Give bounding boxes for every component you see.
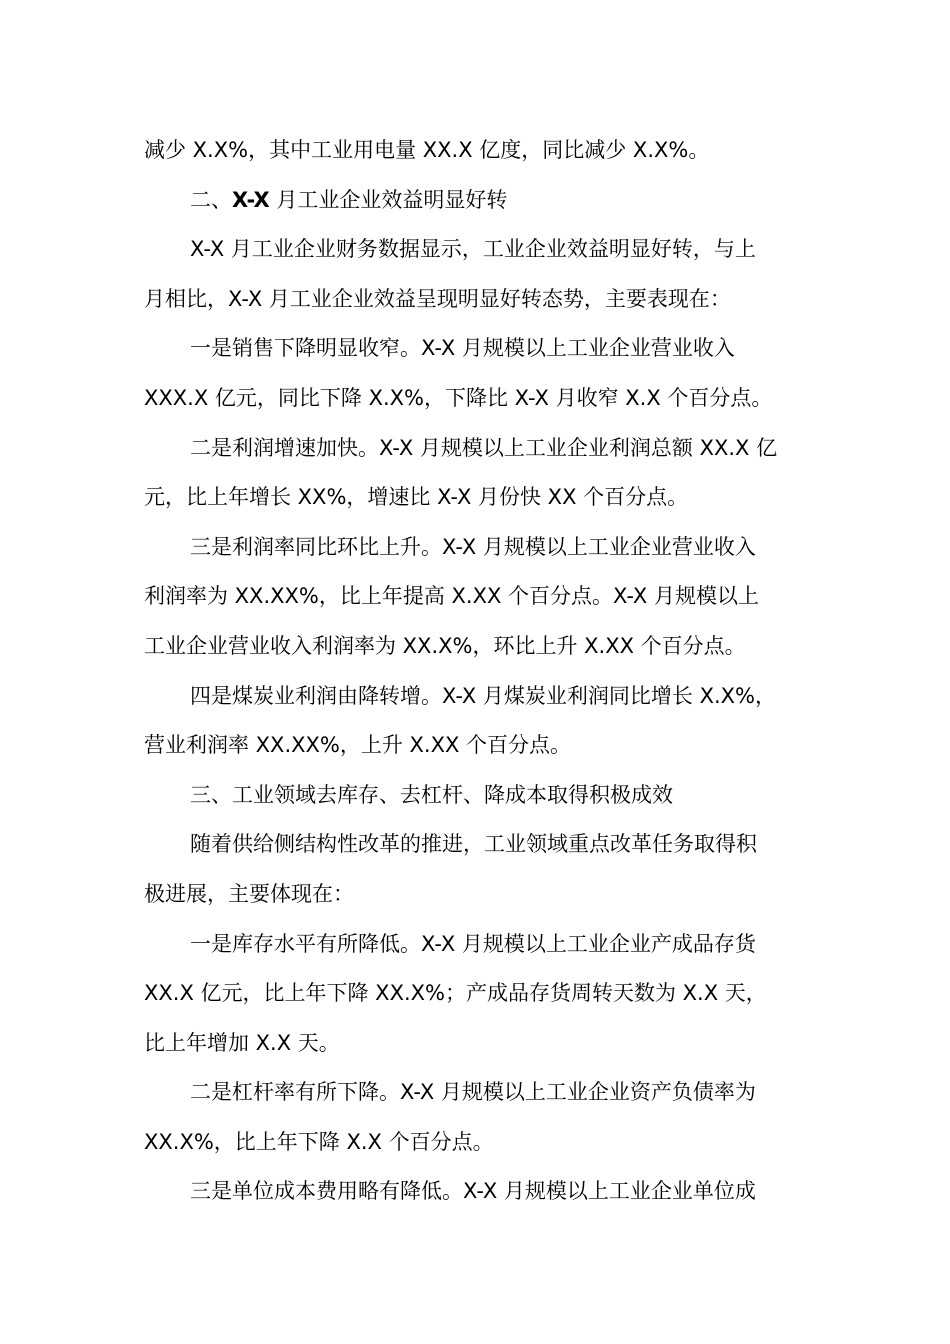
text-line: 三是利润率同比环比上升。X-X 月规模以上工业企业营业收入 xyxy=(190,534,756,559)
document-body xyxy=(144,126,808,1217)
text-line: 元，比上年增长 XX%，增速比 X-X 月份快 XX 个百分点。 xyxy=(144,485,689,510)
text-line: 二是利润增速加快。X-X 月规模以上工业企业利润总额 XX.X 亿 xyxy=(190,435,778,460)
text-line: 比上年增加 X.X 天。 xyxy=(144,1030,340,1055)
text-line: 随着供给侧结构性改革的推进，工业领域重点改革任务取得积 xyxy=(190,832,757,857)
text-line: 极进展，主要体现在： xyxy=(144,881,354,906)
text-line: 一是销售下降明显收窄。X-X 月规模以上工业企业营业收入 xyxy=(190,336,735,361)
text-line: 一是库存水平有所降低。X-X 月规模以上工业企业产成品存货 xyxy=(190,931,756,956)
text-line: XXX.X 亿元，同比下降 X.X%，下降比 X-X 月收窄 X.X 个百分点。 xyxy=(144,385,773,410)
text-line: 工业企业营业收入利润率为 XX.X%，环比上升 X.XX 个百分点。 xyxy=(144,633,746,658)
text-line: 营业利润率 XX.XX%，上升 X.XX 个百分点。 xyxy=(144,733,572,758)
text-line: 二是杠杆率有所下降。X-X 月规模以上工业企业资产负债率为 xyxy=(190,1080,756,1105)
heading-prefix: 二、 xyxy=(190,187,232,212)
text-line: X-X 月工业企业财务数据显示，工业企业效益明显好转，与上 xyxy=(190,237,756,262)
section-heading-2 xyxy=(144,176,808,226)
text-line: XX.X 亿元，比上年下降 XX.X%；产成品存货周转天数为 X.X 天， xyxy=(144,981,767,1006)
heading-bold-range: X-X xyxy=(232,187,270,212)
section-heading-3: 三、工业领域去库存、去杠杆、降成本取得积极成效 xyxy=(190,782,673,807)
text-line: 减少 X.X%，其中工业用电量 XX.X 亿度，同比减少 X.X%。 xyxy=(144,138,710,162)
text-line: 利润率为 XX.XX%，比上年提高 X.XX 个百分点。X-X 月规模以上 xyxy=(144,584,759,609)
heading-suffix: 月工业企业效益明显好转 xyxy=(269,187,508,212)
text-line: 三是单位成本费用略有降低。X-X 月规模以上工业企业单位成 xyxy=(190,1179,756,1204)
text-line: XX.X%，比上年下降 X.X 个百分点。 xyxy=(144,1129,494,1154)
text-line: 四是煤炭业利润由降转增。X-X 月煤炭业利润同比增长 X.X%， xyxy=(190,683,777,708)
text-line: 月相比，X-X 月工业企业效益呈现明显好转态势，主要表现在： xyxy=(144,286,731,311)
